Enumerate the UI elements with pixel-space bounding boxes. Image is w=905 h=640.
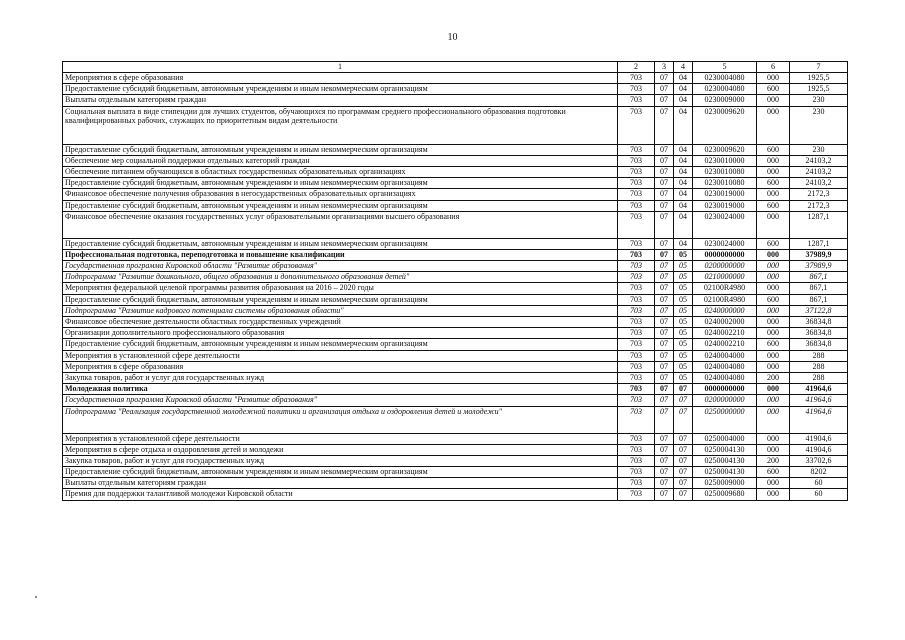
row-admin-code-cell: 703 [618,361,655,372]
row-section-cell: 07 [655,478,674,489]
row-section-cell: 07 [655,339,674,350]
row-section-cell: 07 [655,395,674,406]
table-row [63,294,848,305]
row-target-article-cell: 0250004130 [693,444,757,455]
row-section-cell: 07 [655,350,674,361]
row-amount-cell: 230 [790,95,848,106]
row-name-cell: Предоставление субсидий бюджетным, автономным учреждениям и иным некоммерческим организациям [63,178,618,189]
row-target-article-cell: 0250009000 [693,478,757,489]
table-header-row [63,62,848,73]
row-target-article-cell: 0250004000 [693,433,757,444]
row-admin-code-cell: 703 [618,489,655,500]
row-section-cell: 07 [655,155,674,166]
row-subsection-cell: 05 [674,372,693,383]
table-row [63,95,848,106]
row-expense-type-cell: 000 [757,433,790,444]
row-section-cell: 07 [655,305,674,316]
row-expense-type-cell: 000 [757,155,790,166]
row-subsection-cell: 05 [674,249,693,260]
row-subsection-cell: 04 [674,238,693,249]
row-target-article-cell: 0000000000 [693,384,757,395]
table-row [63,84,848,95]
row-section-cell: 07 [655,489,674,500]
row-expense-type-cell: 000 [757,283,790,294]
row-amount-cell: 8202 [790,467,848,478]
row-amount-cell: 37989,9 [790,261,848,272]
row-name-cell: Обеспечение питанием обучающихся в областных государственных образовательных организациях [63,166,618,177]
table-row [63,489,848,500]
row-name-cell: Мероприятия федеральной целевой программы развития образования на 2016 – 2020 годы [63,283,618,294]
row-section-cell: 07 [655,200,674,211]
table-body [63,73,848,501]
row-section-cell: 07 [655,444,674,455]
row-target-article-cell: 0230024000 [693,211,757,238]
table-row [63,406,848,433]
row-amount-cell: 1925,5 [790,73,848,84]
row-name-cell: Подпрограмма "Развитие дошкольного, общего образования и дополнительного образования детей" [63,272,618,283]
row-name-cell: Предоставление субсидий бюджетным, автономным учреждениям и иным некоммерческим организациям [63,238,618,249]
row-expense-type-cell: 600 [757,339,790,350]
row-target-article-cell: 0230010080 [693,178,757,189]
row-admin-code-cell: 703 [618,200,655,211]
row-subsection-cell: 04 [674,189,693,200]
row-section-cell: 07 [655,455,674,466]
row-target-article-cell: 0250000000 [693,406,757,433]
row-target-article-cell: 0230009620 [693,144,757,155]
row-name-cell: Государственная программа Кировской области "Развитие образования" [63,395,618,406]
row-target-article-cell: 0200000000 [693,261,757,272]
column-header-5: 5 [693,62,757,73]
row-name-cell: Премия для поддержки талантливой молодежи Кировской области [63,489,618,500]
row-amount-cell: 1925,5 [790,84,848,95]
column-header-6: 6 [757,62,790,73]
row-admin-code-cell: 703 [618,261,655,272]
row-expense-type-cell: 000 [757,272,790,283]
row-name-cell: Предоставление субсидий бюджетным, автономным учреждениям и иным некоммерческим организациям [63,200,618,211]
row-subsection-cell: 07 [674,406,693,433]
table-row [63,166,848,177]
table-row [63,339,848,350]
row-amount-cell: 230 [790,106,848,144]
row-amount-cell: 867,1 [790,283,848,294]
row-amount-cell: 867,1 [790,294,848,305]
row-admin-code-cell: 703 [618,178,655,189]
row-expense-type-cell: 600 [757,144,790,155]
scan-speck [35,596,37,598]
row-target-article-cell: 02100R4980 [693,283,757,294]
row-name-cell: Предоставление субсидий бюджетным, автономным учреждениям и иным некоммерческим организациям [63,84,618,95]
row-target-article-cell: 0240000000 [693,305,757,316]
row-target-article-cell: 0230009620 [693,106,757,144]
row-amount-cell: 1287,1 [790,211,848,238]
table-row [63,372,848,383]
row-expense-type-cell: 600 [757,238,790,249]
row-admin-code-cell: 703 [618,211,655,238]
row-expense-type-cell: 600 [757,178,790,189]
row-expense-type-cell: 000 [757,166,790,177]
table-row [63,328,848,339]
row-expense-type-cell: 600 [757,467,790,478]
table-row [63,361,848,372]
row-section-cell: 07 [655,144,674,155]
row-amount-cell: 33702,6 [790,455,848,466]
row-expense-type-cell: 600 [757,200,790,211]
row-subsection-cell: 07 [674,433,693,444]
row-name-cell: Предоставление субсидий бюджетным, автономным учреждениям и иным некоммерческим организациям [63,144,618,155]
row-admin-code-cell: 703 [618,272,655,283]
column-header-7: 7 [790,62,848,73]
row-admin-code-cell: 703 [618,384,655,395]
row-amount-cell: 230 [790,144,848,155]
row-subsection-cell: 07 [674,384,693,395]
row-amount-cell: 41964,6 [790,406,848,433]
row-subsection-cell: 04 [674,84,693,95]
row-admin-code-cell: 703 [618,238,655,249]
row-admin-code-cell: 703 [618,84,655,95]
row-name-cell: Предоставление субсидий бюджетным, автономным учреждениям и иным некоммерческим организациям [63,467,618,478]
row-target-article-cell: 0240002000 [693,317,757,328]
row-name-cell: Обеспечение мер социальной поддержки отдельных категорий граждан [63,155,618,166]
table-row [63,395,848,406]
table-row [63,178,848,189]
row-subsection-cell: 04 [674,178,693,189]
row-section-cell: 07 [655,95,674,106]
row-subsection-cell: 05 [674,272,693,283]
table-row [63,455,848,466]
row-expense-type-cell: 200 [757,455,790,466]
row-expense-type-cell: 000 [757,489,790,500]
row-name-cell: Финансовое обеспечение деятельности областных государственных учреждений [63,317,618,328]
row-admin-code-cell: 703 [618,433,655,444]
row-name-cell: Закупка товаров, работ и услуг для государственных нужд [63,372,618,383]
row-expense-type-cell: 000 [757,384,790,395]
row-expense-type-cell: 000 [757,328,790,339]
row-name-cell: Мероприятия в сфере отдыха и оздоровления детей и молодежи [63,444,618,455]
row-expense-type-cell: 000 [757,249,790,260]
row-target-article-cell: 02100R4980 [693,294,757,305]
row-admin-code-cell: 703 [618,305,655,316]
row-amount-cell: 60 [790,478,848,489]
row-section-cell: 07 [655,317,674,328]
row-target-article-cell: 0230024000 [693,238,757,249]
row-subsection-cell: 04 [674,144,693,155]
row-admin-code-cell: 703 [618,166,655,177]
row-subsection-cell: 07 [674,489,693,500]
row-section-cell: 07 [655,238,674,249]
row-target-article-cell: 0230019000 [693,189,757,200]
row-name-cell: Мероприятия в сфере образования [63,73,618,84]
table-row [63,433,848,444]
row-subsection-cell: 05 [674,317,693,328]
row-target-article-cell: 0230010000 [693,155,757,166]
column-header-4: 4 [674,62,693,73]
row-expense-type-cell: 000 [757,211,790,238]
row-expense-type-cell: 000 [757,361,790,372]
table-row [63,261,848,272]
table-row [63,211,848,238]
row-admin-code-cell: 703 [618,395,655,406]
row-subsection-cell: 05 [674,328,693,339]
row-amount-cell: 867,1 [790,272,848,283]
table-row [63,155,848,166]
table-row [63,478,848,489]
row-target-article-cell: 0240002210 [693,339,757,350]
row-expense-type-cell: 000 [757,395,790,406]
row-target-article-cell: 0230004080 [693,84,757,95]
row-target-article-cell: 0240004000 [693,350,757,361]
row-amount-cell: 2172,3 [790,200,848,211]
row-subsection-cell: 07 [674,478,693,489]
row-target-article-cell: 0240004080 [693,372,757,383]
row-section-cell: 07 [655,406,674,433]
row-section-cell: 07 [655,189,674,200]
row-section-cell: 07 [655,106,674,144]
row-amount-cell: 36834,8 [790,328,848,339]
row-amount-cell: 41904,6 [790,433,848,444]
row-section-cell: 07 [655,211,674,238]
row-name-cell: Выплаты отдельным категориям граждан [63,478,618,489]
row-name-cell: Государственная программа Кировской области "Развитие образования" [63,261,618,272]
row-section-cell: 07 [655,249,674,260]
table-row [63,200,848,211]
row-name-cell: Финансовое обеспечение получения образования в негосударственных образовательных организациях [63,189,618,200]
row-subsection-cell: 05 [674,361,693,372]
row-name-cell: Профессиональная подготовка, переподготовка и повышение квалификации [63,249,618,260]
row-name-cell: Молодежная политика [63,384,618,395]
table-row [63,444,848,455]
row-amount-cell: 24103,2 [790,178,848,189]
row-admin-code-cell: 703 [618,317,655,328]
row-subsection-cell: 07 [674,455,693,466]
row-name-cell: Мероприятия в установленной сфере деятельности [63,433,618,444]
row-subsection-cell: 05 [674,294,693,305]
row-subsection-cell: 04 [674,155,693,166]
row-name-cell: Предоставление субсидий бюджетным, автономным учреждениям и иным некоммерческим организациям [63,294,618,305]
row-admin-code-cell: 703 [618,467,655,478]
row-subsection-cell: 07 [674,444,693,455]
row-expense-type-cell: 000 [757,317,790,328]
row-amount-cell: 60 [790,489,848,500]
row-subsection-cell: 04 [674,95,693,106]
table-row [63,144,848,155]
row-amount-cell: 36834,8 [790,339,848,350]
row-amount-cell: 36834,8 [790,317,848,328]
row-admin-code-cell: 703 [618,372,655,383]
row-admin-code-cell: 703 [618,283,655,294]
row-admin-code-cell: 703 [618,106,655,144]
row-admin-code-cell: 703 [618,328,655,339]
row-section-cell: 07 [655,433,674,444]
row-expense-type-cell: 000 [757,106,790,144]
row-expense-type-cell: 000 [757,95,790,106]
row-admin-code-cell: 703 [618,350,655,361]
row-subsection-cell: 05 [674,283,693,294]
row-name-cell: Выплаты отдельным категориям граждан [63,95,618,106]
row-expense-type-cell: 000 [757,478,790,489]
table-row [63,73,848,84]
row-name-cell: Организации дополнительного профессионального образования [63,328,618,339]
row-section-cell: 07 [655,328,674,339]
row-expense-type-cell: 000 [757,73,790,84]
table-row [63,467,848,478]
row-subsection-cell: 07 [674,467,693,478]
budget-table [62,61,848,501]
row-admin-code-cell: 703 [618,155,655,166]
row-target-article-cell: 0250009680 [693,489,757,500]
row-section-cell: 07 [655,294,674,305]
row-section-cell: 07 [655,283,674,294]
row-expense-type-cell: 600 [757,84,790,95]
row-admin-code-cell: 703 [618,478,655,489]
row-expense-type-cell: 000 [757,261,790,272]
row-subsection-cell: 05 [674,305,693,316]
row-name-cell: Мероприятия в сфере образования [63,361,618,372]
row-subsection-cell: 04 [674,200,693,211]
column-header-1: 1 [63,62,618,73]
row-admin-code-cell: 703 [618,444,655,455]
row-section-cell: 07 [655,272,674,283]
row-amount-cell: 288 [790,372,848,383]
row-expense-type-cell: 000 [757,189,790,200]
row-target-article-cell: 0200000000 [693,395,757,406]
row-expense-type-cell: 200 [757,372,790,383]
row-target-article-cell: 0240002210 [693,328,757,339]
page-number: 10 [447,32,458,43]
row-name-cell: Предоставление субсидий бюджетным, автономным учреждениям и иным некоммерческим организациям [63,339,618,350]
table-row [63,350,848,361]
row-section-cell: 07 [655,467,674,478]
row-target-article-cell: 0250004130 [693,455,757,466]
row-section-cell: 07 [655,178,674,189]
row-subsection-cell: 05 [674,261,693,272]
row-admin-code-cell: 703 [618,406,655,433]
row-amount-cell: 24103,2 [790,155,848,166]
row-subsection-cell: 05 [674,339,693,350]
row-section-cell: 07 [655,73,674,84]
row-admin-code-cell: 703 [618,144,655,155]
row-subsection-cell: 04 [674,166,693,177]
table-row [63,305,848,316]
row-name-cell: Подпрограмма "Развитие кадрового потенциала системы образования области" [63,305,618,316]
row-admin-code-cell: 703 [618,339,655,350]
row-amount-cell: 288 [790,350,848,361]
row-subsection-cell: 04 [674,73,693,84]
row-name-cell: Финансовое обеспечение оказания государственных услуг образовательными организациями высшего образования [63,211,618,238]
row-admin-code-cell: 703 [618,189,655,200]
row-admin-code-cell: 703 [618,249,655,260]
row-section-cell: 07 [655,384,674,395]
table-row [63,317,848,328]
row-amount-cell: 2172,3 [790,189,848,200]
row-expense-type-cell: 000 [757,350,790,361]
table-row [63,189,848,200]
row-amount-cell: 41964,6 [790,395,848,406]
row-amount-cell: 37122,8 [790,305,848,316]
row-name-cell: Подпрограмма "Реализация государственной молодежной политики и организация отдыха и оздоровления детей и молодежи" [63,406,618,433]
row-target-article-cell: 0210000000 [693,272,757,283]
table-row [63,238,848,249]
row-amount-cell: 24103,2 [790,166,848,177]
row-section-cell: 07 [655,361,674,372]
row-expense-type-cell: 600 [757,294,790,305]
row-name-cell: Закупка товаров, работ и услуг для государственных нужд [63,455,618,466]
row-target-article-cell: 0230009000 [693,95,757,106]
row-target-article-cell: 0230019000 [693,200,757,211]
table-row [63,283,848,294]
row-target-article-cell: 0230004080 [693,73,757,84]
row-name-cell: Социальная выплата в виде стипендии для лучших студентов, обучающихся по программам среднего профессионального образования подготовки квалифицированных рабочих, служащих по приоритетным видам деятельности [63,106,618,144]
row-subsection-cell: 05 [674,350,693,361]
row-amount-cell: 41964,6 [790,384,848,395]
row-admin-code-cell: 703 [618,455,655,466]
row-target-article-cell: 0250004130 [693,467,757,478]
row-expense-type-cell: 000 [757,406,790,433]
table-row [63,249,848,260]
row-admin-code-cell: 703 [618,73,655,84]
row-subsection-cell: 04 [674,211,693,238]
table-row [63,106,848,144]
column-header-3: 3 [655,62,674,73]
table-row [63,272,848,283]
row-amount-cell: 41904,6 [790,444,848,455]
row-amount-cell: 37989,9 [790,249,848,260]
row-section-cell: 07 [655,372,674,383]
row-admin-code-cell: 703 [618,294,655,305]
row-expense-type-cell: 000 [757,444,790,455]
row-section-cell: 07 [655,261,674,272]
column-header-2: 2 [618,62,655,73]
row-expense-type-cell: 000 [757,305,790,316]
row-target-article-cell: 0230010080 [693,166,757,177]
row-name-cell: Мероприятия в установленной сфере деятельности [63,350,618,361]
row-section-cell: 07 [655,166,674,177]
row-target-article-cell: 0240004080 [693,361,757,372]
row-target-article-cell: 0000000000 [693,249,757,260]
row-amount-cell: 288 [790,361,848,372]
table-row [63,384,848,395]
row-subsection-cell: 04 [674,106,693,144]
row-admin-code-cell: 703 [618,95,655,106]
row-amount-cell: 1287,1 [790,238,848,249]
row-subsection-cell: 07 [674,395,693,406]
row-section-cell: 07 [655,84,674,95]
